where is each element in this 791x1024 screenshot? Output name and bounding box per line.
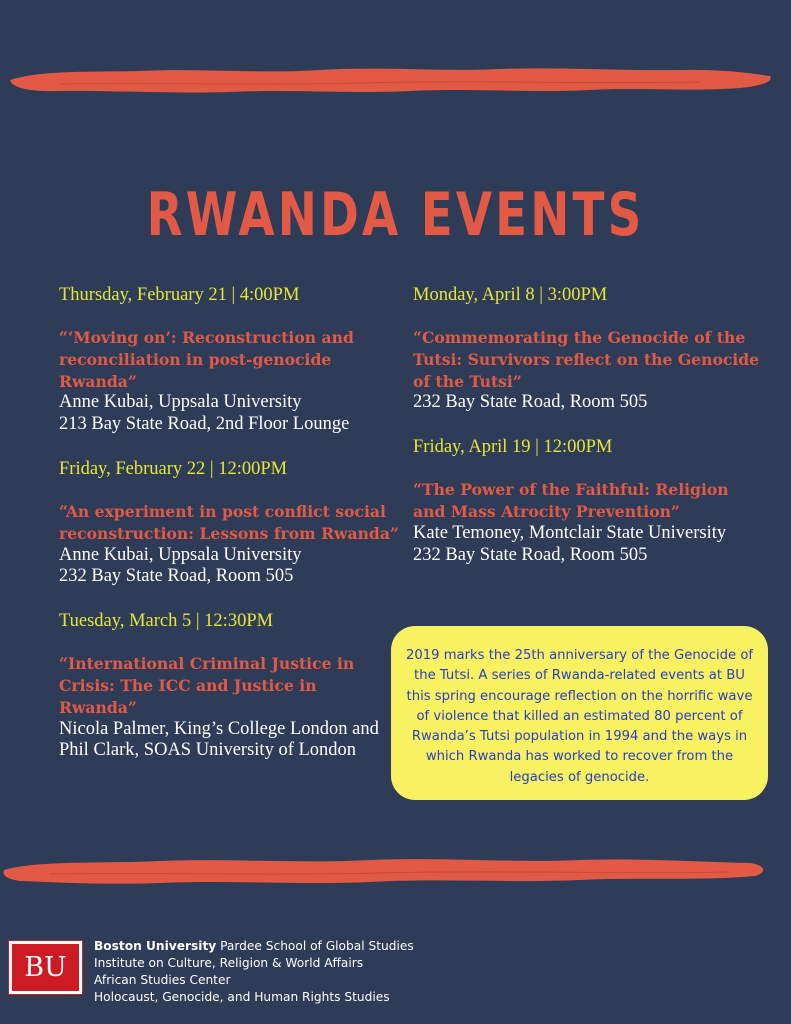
event-date: Thursday, February 21 | 4:00PM — [59, 285, 300, 305]
event-title: “An experiment in post conflict social reconstruction: Lessons from Rwanda” — [59, 501, 399, 543]
footer-line: Institute on Culture, Religion & World Affairs — [94, 956, 364, 970]
decorative-brush-stroke-bottom — [0, 850, 791, 894]
event-date: Friday, February 22 | 12:00PM — [59, 458, 288, 479]
event-title: “Commemorating the Genocide of the Tutsi: Survivors reflect on the Genocide of the Tutsi” — [413, 328, 760, 391]
event-location: 213 Bay State Road, 2nd Floor Lounge — [59, 414, 350, 435]
event-speaker: Anne Kubai, Uppsala University — [59, 544, 302, 565]
university-name: Boston University — [94, 939, 217, 953]
footer-line: Holocaust, Genocide, and Human Rights Studies — [94, 990, 390, 1004]
event-speaker: Anne Kubai, Uppsala University — [59, 392, 302, 413]
events-column-right — [413, 284, 763, 588]
bu-logo: BU — [9, 941, 82, 994]
event-location: 232 Bay State Road, Room 505 — [413, 544, 648, 565]
event-item — [59, 284, 399, 436]
event-location: 232 Bay State Road, Room 505 — [59, 566, 294, 587]
event-title: “International Criminal Justice in Crisis: The ICC and Justice in Rwanda” — [59, 654, 355, 717]
anniversary-callout: 2019 marks the 25th anniversary of the Genocide of the Tutsi. A series of Rwanda-related events at BU this spring encourage reflection on the horrific wave of violence that killed an estimated 80 percent of Rwanda’s Tutsi population in 1994 and the ways in which Rwanda has worked to recover from the legacies of genocide. — [391, 626, 768, 800]
page-title: RWANDA EVENTS — [146, 180, 645, 250]
event-item — [413, 436, 763, 566]
event-date: Tuesday, March 5 | 12:30PM — [59, 611, 274, 632]
footer-affiliations — [94, 938, 414, 1006]
events-column-left — [59, 284, 399, 784]
event-location: 232 Bay State Road, Room 505 — [413, 392, 648, 413]
event-item — [413, 284, 763, 414]
school-name: Pardee School of Global Studies — [220, 939, 414, 953]
event-item — [59, 610, 399, 762]
event-date: Friday, April 19 | 12:00PM — [413, 437, 613, 458]
event-speaker: Kate Temoney, Montclair State University — [413, 522, 727, 543]
event-title: “The Power of the Faithful: Religion and Mass Atrocity Prevention” — [413, 480, 729, 521]
event-title: “‘Moving on’: Reconstruction and reconciliation in post-genocide Rwanda” — [59, 328, 354, 391]
event-date: Monday, April 8 | 3:00PM — [413, 285, 608, 305]
footer-line: African Studies Center — [94, 973, 231, 987]
footer-university-line — [94, 938, 414, 955]
event-speaker: Nicola Palmer, King’s College London and Phil Clark, SOAS University of London — [59, 718, 379, 761]
event-item — [59, 458, 399, 588]
decorative-brush-stroke-top — [0, 58, 791, 102]
